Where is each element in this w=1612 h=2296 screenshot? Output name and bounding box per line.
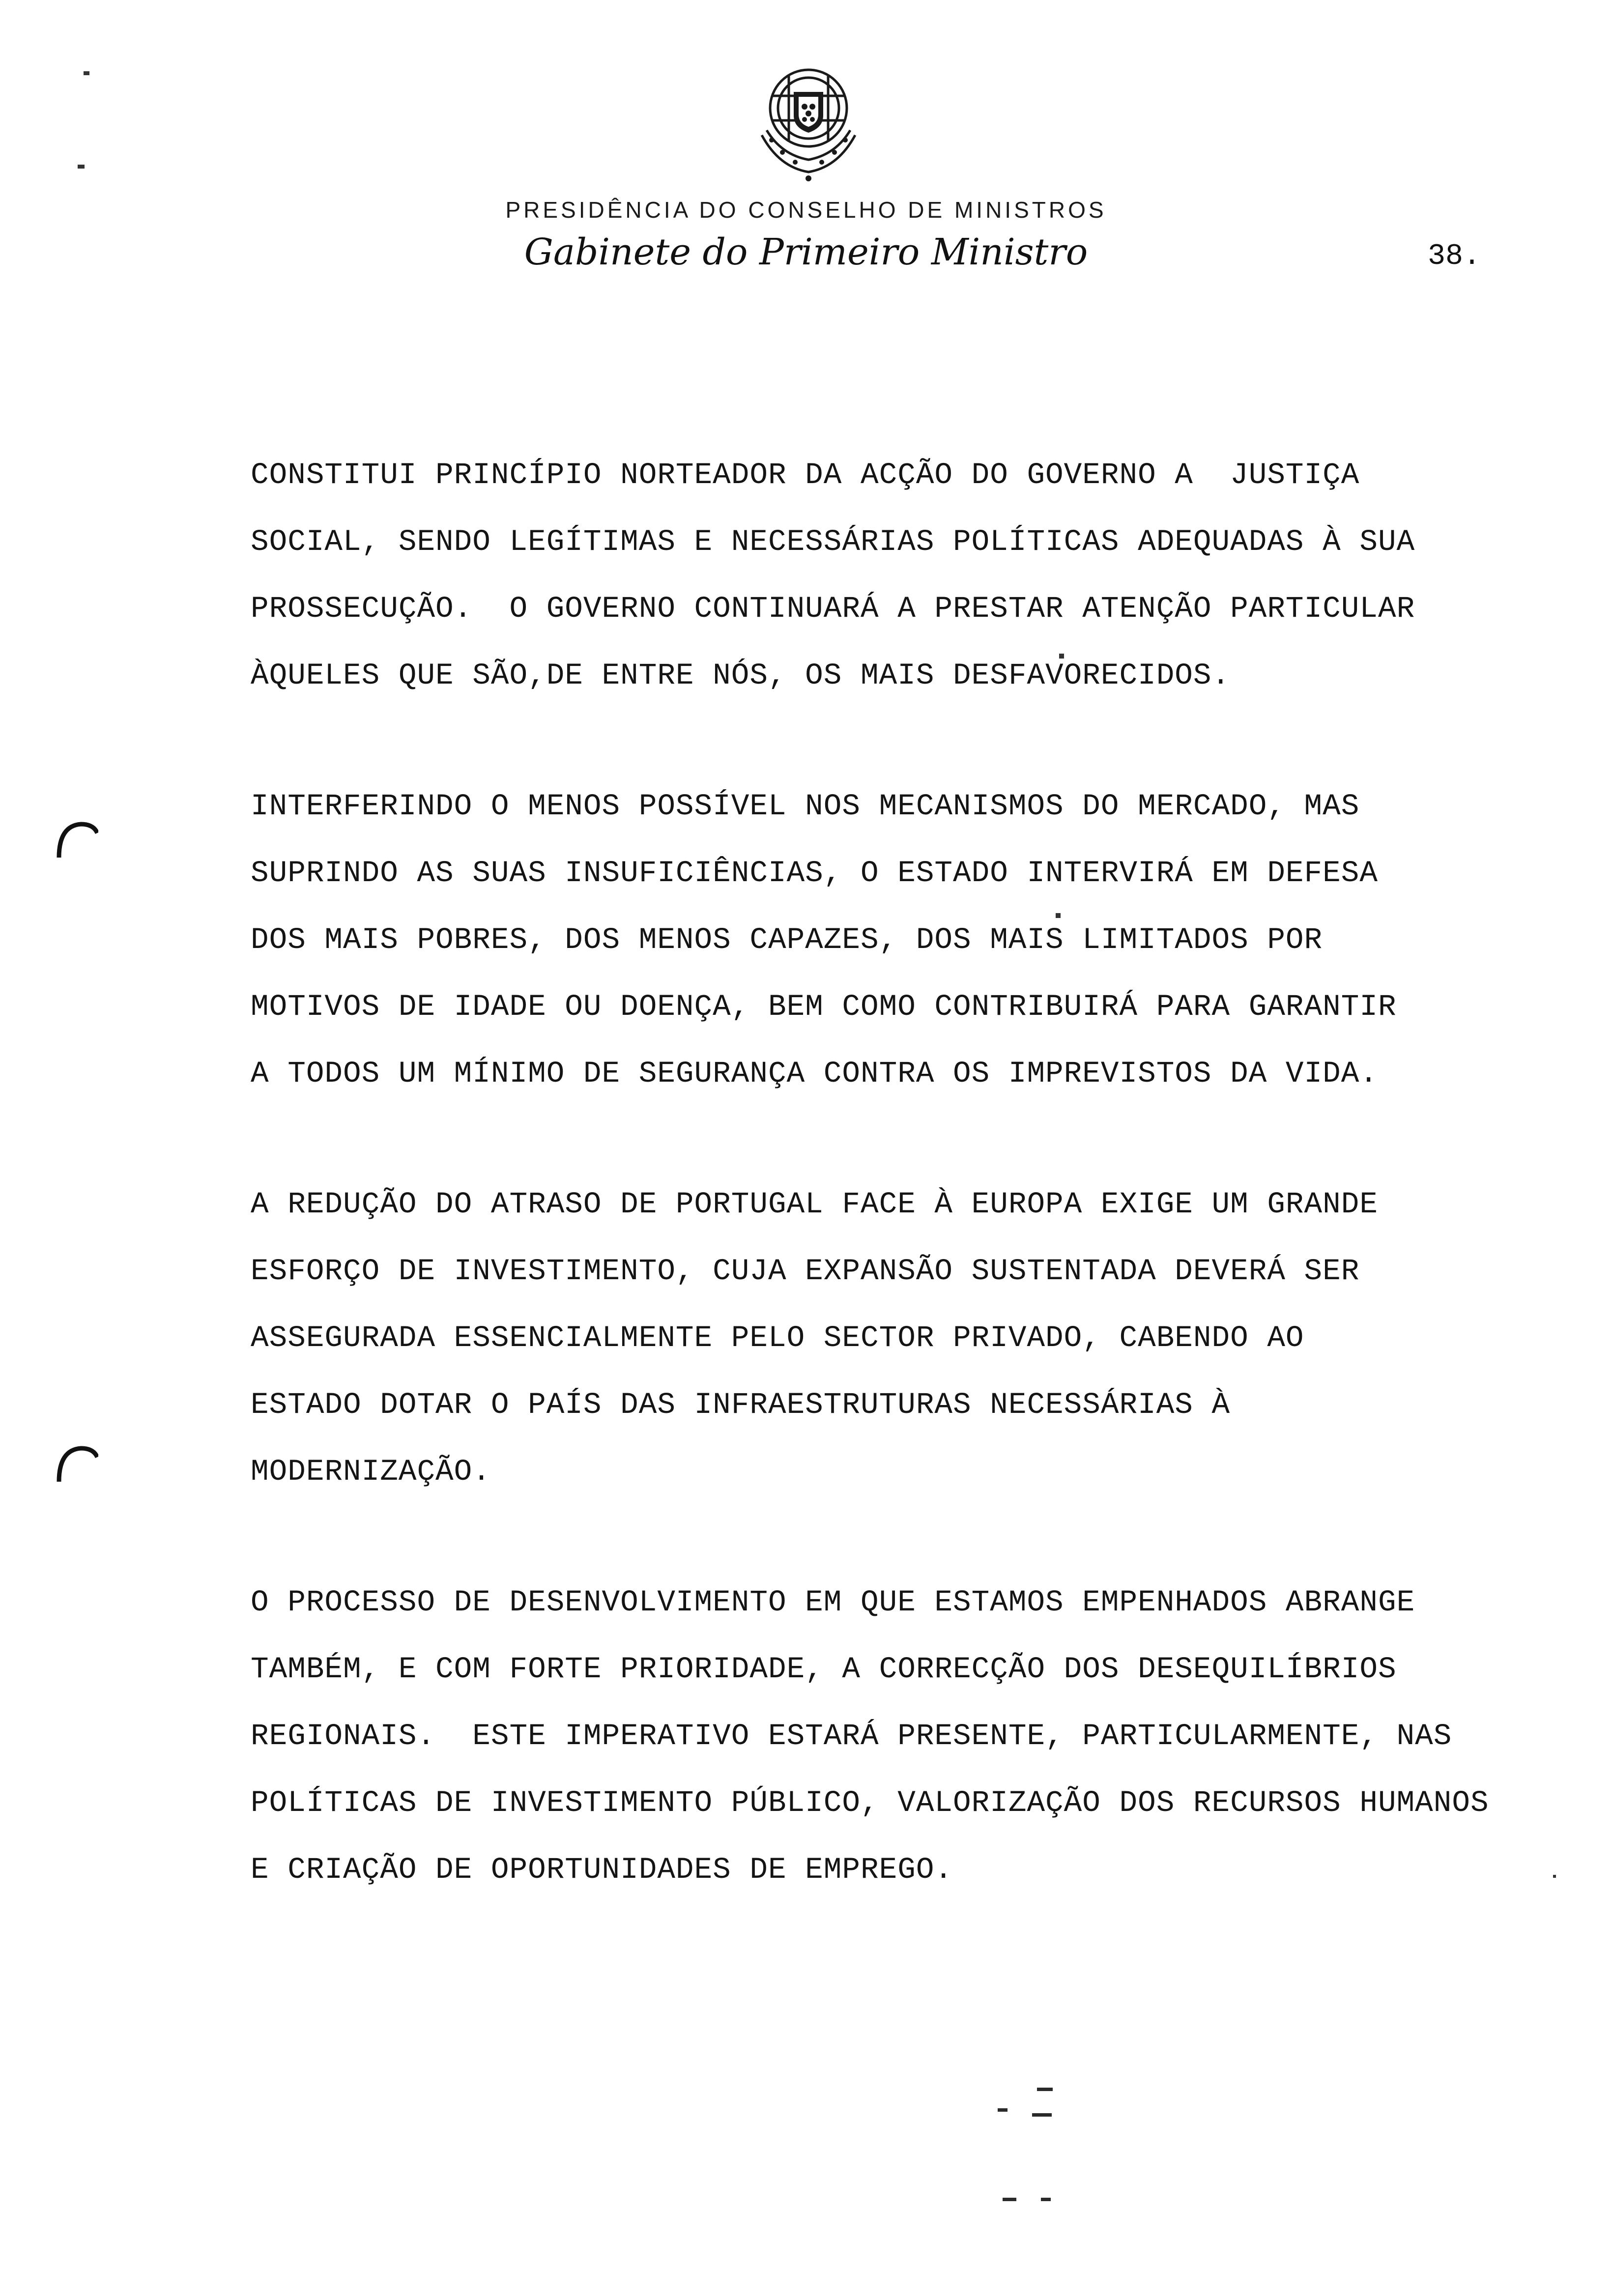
text-line: E CRIAÇÃO DE OPORTUNIDADES DE EMPREGO. (251, 1853, 953, 1887)
body-text (251, 442, 1607, 1968)
text-line: MODERNIZAÇÃO. (251, 1455, 491, 1489)
institution-name: PRESIDÊNCIA DO CONSELHO DE MINISTROS (505, 197, 1107, 223)
punch-hole-mark-icon (54, 818, 98, 862)
scan-mark (1037, 2088, 1053, 2091)
text-line: ESFORÇO DE INVESTIMENTO, CUJA EXPANSÃO SUSTENTADA DEVERÁ SER (251, 1255, 1360, 1289)
text-line: INTERFERINDO O MENOS POSSÍVEL NOS MECANISMOS DO MERCADO, MAS (251, 790, 1360, 824)
paragraph (251, 1570, 1607, 1904)
text-line: SUPRINDO AS SUAS INSUFICIÊNCIAS, O ESTADO INTERVIRÁ EM DEFESA (251, 857, 1378, 890)
scan-mark (1041, 2198, 1051, 2201)
coat-of-arms-icon (742, 61, 875, 184)
text-line: ASSEGURADA ESSENCIALMENTE PELO SECTOR PRIVADO, CABENDO AO (251, 1321, 1304, 1355)
scan-speck (1553, 1875, 1556, 1878)
scan-speck (1056, 913, 1061, 918)
text-line: MOTIVOS DE IDADE OU DOENÇA, BEM COMO CONTRIBUIRÁ PARA GARANTIR (251, 990, 1397, 1024)
punch-hole-mark-icon (54, 1442, 98, 1487)
text-line: DOS MAIS POBRES, DOS MENOS CAPAZES, DOS MAIS LIMITADOS POR (251, 923, 1323, 957)
text-line: O PROCESSO DE DESENVOLVIMENTO EM QUE ESTAMOS EMPENHADOS ABRANGE (251, 1586, 1415, 1620)
scan-mark (998, 2108, 1008, 2112)
text-line: TAMBÉM, E COM FORTE PRIORIDADE, A CORRECÇÃO DOS DESEQUILÍBRIOS (251, 1653, 1397, 1687)
text-line: SOCIAL, SENDO LEGÍTIMAS E NECESSÁRIAS POLÍTICAS ADEQUADAS À SUA (251, 525, 1415, 559)
scan-mark (1032, 2113, 1052, 2117)
text-line: POLÍTICAS DE INVESTIMENTO PÚBLICO, VALORIZAÇÃO DOS RECURSOS HUMANOS (251, 1786, 1489, 1820)
page-number: 38. (1428, 240, 1481, 273)
office-name: Gabinete do Primeiro Ministro (524, 231, 1088, 273)
text-line: ÀQUELES QUE SÃO,DE ENTRE NÓS, OS MAIS DESFAVORECIDOS. (251, 659, 1231, 693)
paragraph (251, 1172, 1607, 1506)
text-line: A TODOS UM MÍNIMO DE SEGURANÇA CONTRA OS IMPREVISTOS DA VIDA. (251, 1057, 1378, 1091)
scan-speck (84, 71, 89, 75)
text-line: ESTADO DOTAR O PAÍS DAS INFRAESTRUTURAS NECESSÁRIAS À (251, 1388, 1231, 1422)
paragraph (251, 442, 1607, 710)
text-line: PROSSECUÇÃO. O GOVERNO CONTINUARÁ A PRESTAR ATENÇÃO PARTICULAR (251, 592, 1415, 626)
scan-speck (1059, 654, 1064, 659)
text-line: CONSTITUI PRINCÍPIO NORTEADOR DA ACÇÃO DO GOVERNO A JUSTIÇA (251, 459, 1360, 492)
scan-speck (78, 165, 85, 169)
text-line: A REDUÇÃO DO ATRASO DE PORTUGAL FACE À EUROPA EXIGE UM GRANDE (251, 1188, 1378, 1222)
paragraph (251, 774, 1607, 1108)
text-line: REGIONAIS. ESTE IMPERATIVO ESTARÁ PRESENTE, PARTICULARMENTE, NAS (251, 1720, 1452, 1753)
scan-mark (1003, 2198, 1016, 2201)
